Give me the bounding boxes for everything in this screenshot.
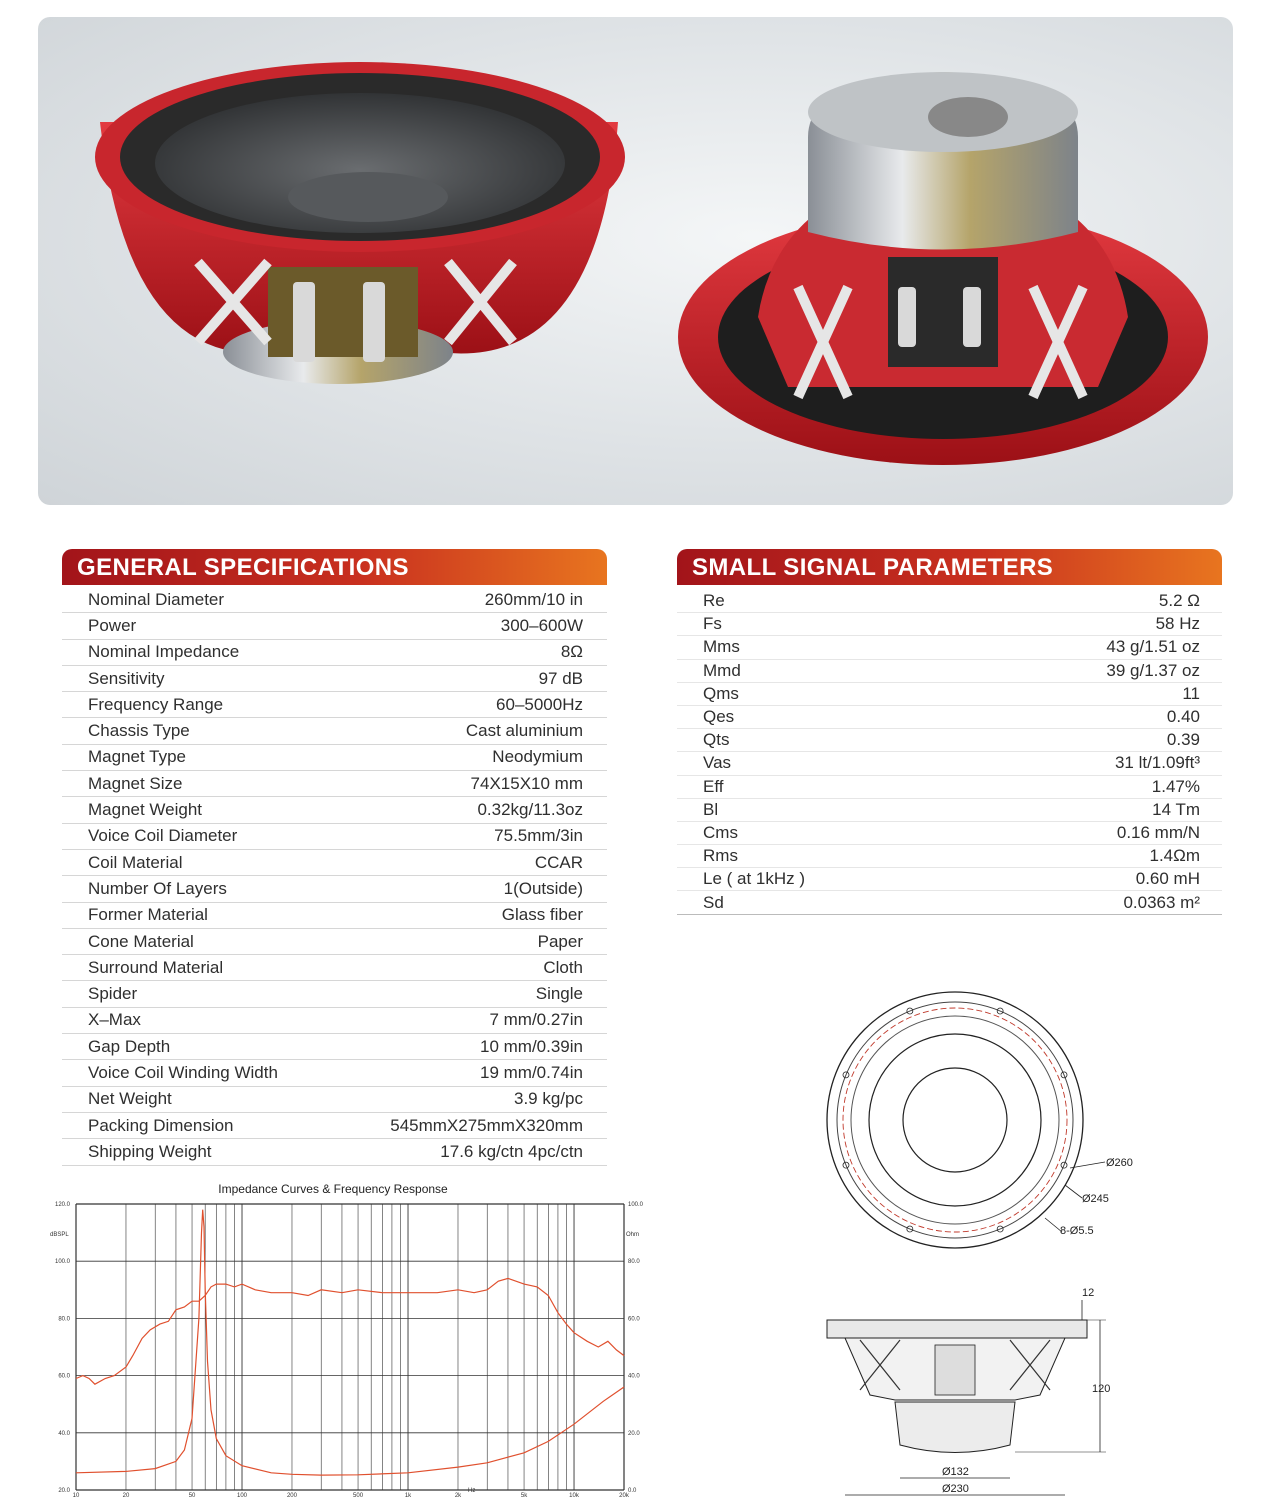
front-view-drawing <box>827 992 1133 1248</box>
spec-label: Shipping Weight <box>88 1141 212 1161</box>
spec-label: Nominal Impedance <box>88 642 240 662</box>
spec-value: Paper <box>537 931 583 951</box>
spec-label: Cms <box>703 822 738 842</box>
spec-label: Number Of Layers <box>88 878 227 898</box>
tick-label: 120.0 <box>54 1202 70 1208</box>
tick-label: 2k <box>454 1493 462 1499</box>
spec-label: Qms <box>703 683 739 703</box>
spec-label: Surround Material <box>88 957 224 977</box>
speaker-rear-view <box>678 72 1208 465</box>
spec-row <box>62 850 607 876</box>
speaker-photos <box>38 17 1233 505</box>
spec-value: 1.47% <box>1151 776 1200 796</box>
spec-value: Single <box>535 984 583 1004</box>
spec-value: 11 <box>1182 683 1200 703</box>
dim-depth: 120 <box>1092 1383 1111 1395</box>
spec-label: Former Material <box>88 905 208 925</box>
tick-label: 100 <box>237 1493 248 1499</box>
spec-row <box>62 1034 607 1060</box>
spec-value: CCAR <box>534 852 583 872</box>
spec-label: Power <box>88 615 137 635</box>
chart-series <box>76 1210 624 1475</box>
tick-label: 500 <box>353 1493 364 1499</box>
side-view-drawing <box>827 1287 1110 1495</box>
spec-label: Voice Coil Winding Width <box>88 1062 278 1082</box>
x-axis-label: Hz <box>468 1488 476 1494</box>
tick-label: 50 <box>188 1493 196 1499</box>
tick-label: 80.0 <box>628 1259 640 1266</box>
tick-label: 40.0 <box>58 1430 70 1437</box>
spec-label: Chassis Type <box>88 721 190 741</box>
spec-value: Cloth <box>543 957 583 977</box>
tick-label: 0.0 <box>628 1488 637 1494</box>
spec-row <box>62 587 607 613</box>
spec-value: 0.60 mH <box>1135 869 1200 889</box>
spec-row <box>62 797 607 823</box>
small-signal-parameters-header: SMALL SIGNAL PARAMETERS <box>677 549 1222 585</box>
tick-label: 200 <box>286 1493 297 1499</box>
spec-value: 545mmX275mmX320mm <box>390 1115 583 1135</box>
spec-label: Sd <box>703 892 724 912</box>
technical-drawings <box>800 990 1133 1500</box>
spec-label: Mms <box>703 637 740 657</box>
spec-value: 58 Hz <box>1155 614 1200 634</box>
impedance-curve-line <box>76 1210 624 1475</box>
general-specifications-table <box>62 587 607 1166</box>
spec-row <box>62 824 607 850</box>
spec-row <box>677 683 1222 706</box>
spec-row <box>677 891 1222 914</box>
impedance-frequency-chart <box>40 1176 644 1499</box>
general-specifications-header: GENERAL SPECIFICATIONS <box>62 549 607 585</box>
spec-label: Magnet Weight <box>88 800 203 820</box>
spec-label: X–Max <box>88 1010 141 1030</box>
spec-row <box>62 771 607 797</box>
spec-value: 14 Tm <box>1152 799 1200 819</box>
spec-row <box>677 729 1222 752</box>
dim-outer-diameter: Ø260 <box>1106 1157 1133 1169</box>
spec-value: Neodymium <box>492 747 583 767</box>
spec-value: 10 mm/0.39in <box>480 1036 583 1056</box>
spec-row <box>62 692 607 718</box>
tick-label: 20.0 <box>628 1430 640 1437</box>
chart-tick-labels <box>55 1202 644 1499</box>
spec-label: Coil Material <box>88 852 183 872</box>
spec-value: 17.6 kg/ctn 4pc/ctn <box>440 1141 583 1161</box>
spec-value: 31 lt/1.09ft³ <box>1114 753 1200 773</box>
tick-label: 60.0 <box>628 1316 640 1323</box>
spec-row <box>62 1008 607 1034</box>
spec-value: 97 dB <box>538 668 583 688</box>
tick-label: 20k <box>619 1493 629 1499</box>
left-axis-label: dBSPL <box>50 1232 69 1238</box>
frequency-response-line <box>76 1278 624 1384</box>
spec-row <box>62 955 607 981</box>
spec-value: 0.40 <box>1166 707 1200 727</box>
spec-label: Magnet Type <box>88 747 186 767</box>
spec-row <box>62 666 607 692</box>
chart-title: Impedance Curves & Frequency Response <box>218 1182 448 1196</box>
spec-value: 74X15X10 mm <box>470 773 583 793</box>
spec-label: Fs <box>703 614 722 634</box>
tick-label: 100.0 <box>628 1202 644 1208</box>
spec-row <box>62 929 607 955</box>
spec-value: 5.2 Ω <box>1158 591 1200 611</box>
dim-magnet-diameter: Ø132 <box>942 1466 969 1478</box>
spec-label: Nominal Diameter <box>88 589 225 609</box>
tick-label: 60.0 <box>58 1373 70 1380</box>
spec-row <box>677 613 1222 636</box>
spec-label: Spider <box>88 984 138 1004</box>
tick-label: 10 <box>72 1493 80 1499</box>
dim-flange-thickness: 12 <box>1082 1287 1095 1299</box>
spec-label: Packing Dimension <box>88 1115 234 1135</box>
spec-label: Gap Depth <box>88 1036 171 1056</box>
spec-row <box>677 752 1222 775</box>
spec-row <box>62 613 607 639</box>
spec-row <box>62 640 607 666</box>
spec-row <box>62 1113 607 1139</box>
spec-row <box>62 1087 607 1113</box>
spec-value: 7 mm/0.27in <box>489 1010 583 1030</box>
spec-label: Magnet Size <box>88 773 183 793</box>
spec-value: 3.9 kg/pc <box>514 1089 583 1109</box>
dim-mount-holes: 8-Ø5.5 <box>1060 1225 1094 1237</box>
spec-row <box>677 822 1222 845</box>
chart-grid <box>76 1204 624 1490</box>
spec-row <box>677 590 1222 613</box>
spec-value: 39 g/1.37 oz <box>1106 660 1200 680</box>
spec-row <box>677 636 1222 659</box>
tick-label: 20 <box>122 1493 130 1499</box>
spec-row <box>62 981 607 1007</box>
spec-label: Voice Coil Diameter <box>88 826 238 846</box>
spec-label: Rms <box>703 846 738 866</box>
spec-label: Qes <box>703 707 735 727</box>
tick-label: 80.0 <box>58 1316 70 1323</box>
spec-value: 300–600W <box>500 615 583 635</box>
spec-value: Cast aluminium <box>465 721 583 741</box>
right-axis-label: Ohm <box>626 1232 640 1238</box>
spec-value: 1(Outside) <box>503 878 583 898</box>
spec-row <box>677 706 1222 729</box>
spec-label: Net Weight <box>88 1089 172 1109</box>
spec-value: 260mm/10 in <box>484 589 583 609</box>
tick-label: 1k <box>404 1493 412 1499</box>
dim-basket-diameter: Ø230 <box>942 1483 969 1495</box>
product-photo-panel <box>38 17 1233 505</box>
spec-value: Glass fiber <box>501 905 583 925</box>
spec-row <box>62 876 607 902</box>
spec-value: 0.0363 m² <box>1123 892 1200 912</box>
spec-label: Sensitivity <box>88 668 165 688</box>
spec-value: 1.4Ωm <box>1149 846 1200 866</box>
spec-row <box>62 718 607 744</box>
spec-label: Eff <box>703 776 724 796</box>
tick-label: 40.0 <box>628 1373 640 1380</box>
spec-value: 0.16 mm/N <box>1116 822 1200 842</box>
spec-label: Mmd <box>703 660 741 680</box>
spec-value: 60–5000Hz <box>496 694 583 714</box>
spec-row <box>62 1060 607 1086</box>
spec-label: Frequency Range <box>88 694 224 714</box>
tick-label: 20.0 <box>58 1488 70 1494</box>
spec-label: Re <box>703 591 725 611</box>
spec-value: 19 mm/0.74in <box>480 1062 583 1082</box>
spec-row <box>677 799 1222 822</box>
spec-row <box>677 868 1222 891</box>
tick-label: 100.0 <box>54 1259 70 1266</box>
spec-value: 8Ω <box>560 642 583 662</box>
tick-label: 5k <box>520 1493 528 1499</box>
spec-value: 0.39 <box>1166 730 1200 750</box>
small-signal-parameters-table <box>677 590 1222 915</box>
spec-label: Le ( at 1kHz ) <box>703 869 806 889</box>
spec-row <box>62 1139 607 1165</box>
mount-holes <box>843 1008 1067 1232</box>
spec-label: Bl <box>703 799 719 819</box>
speaker-front-view <box>95 62 625 384</box>
spec-label: Cone Material <box>88 931 194 951</box>
spec-label: Qts <box>703 730 730 750</box>
tick-label: 10k <box>569 1493 579 1499</box>
spec-value: 43 g/1.51 oz <box>1106 637 1200 657</box>
spec-row <box>677 776 1222 799</box>
spec-row <box>62 903 607 929</box>
dim-mount-diameter: Ø245 <box>1082 1193 1109 1205</box>
spec-row <box>677 845 1222 868</box>
spec-row <box>677 660 1222 683</box>
spec-label: Vas <box>703 753 732 773</box>
spec-value: 0.32kg/11.3oz <box>477 800 583 820</box>
spec-value: 75.5mm/3in <box>494 826 583 846</box>
spec-row <box>62 745 607 771</box>
